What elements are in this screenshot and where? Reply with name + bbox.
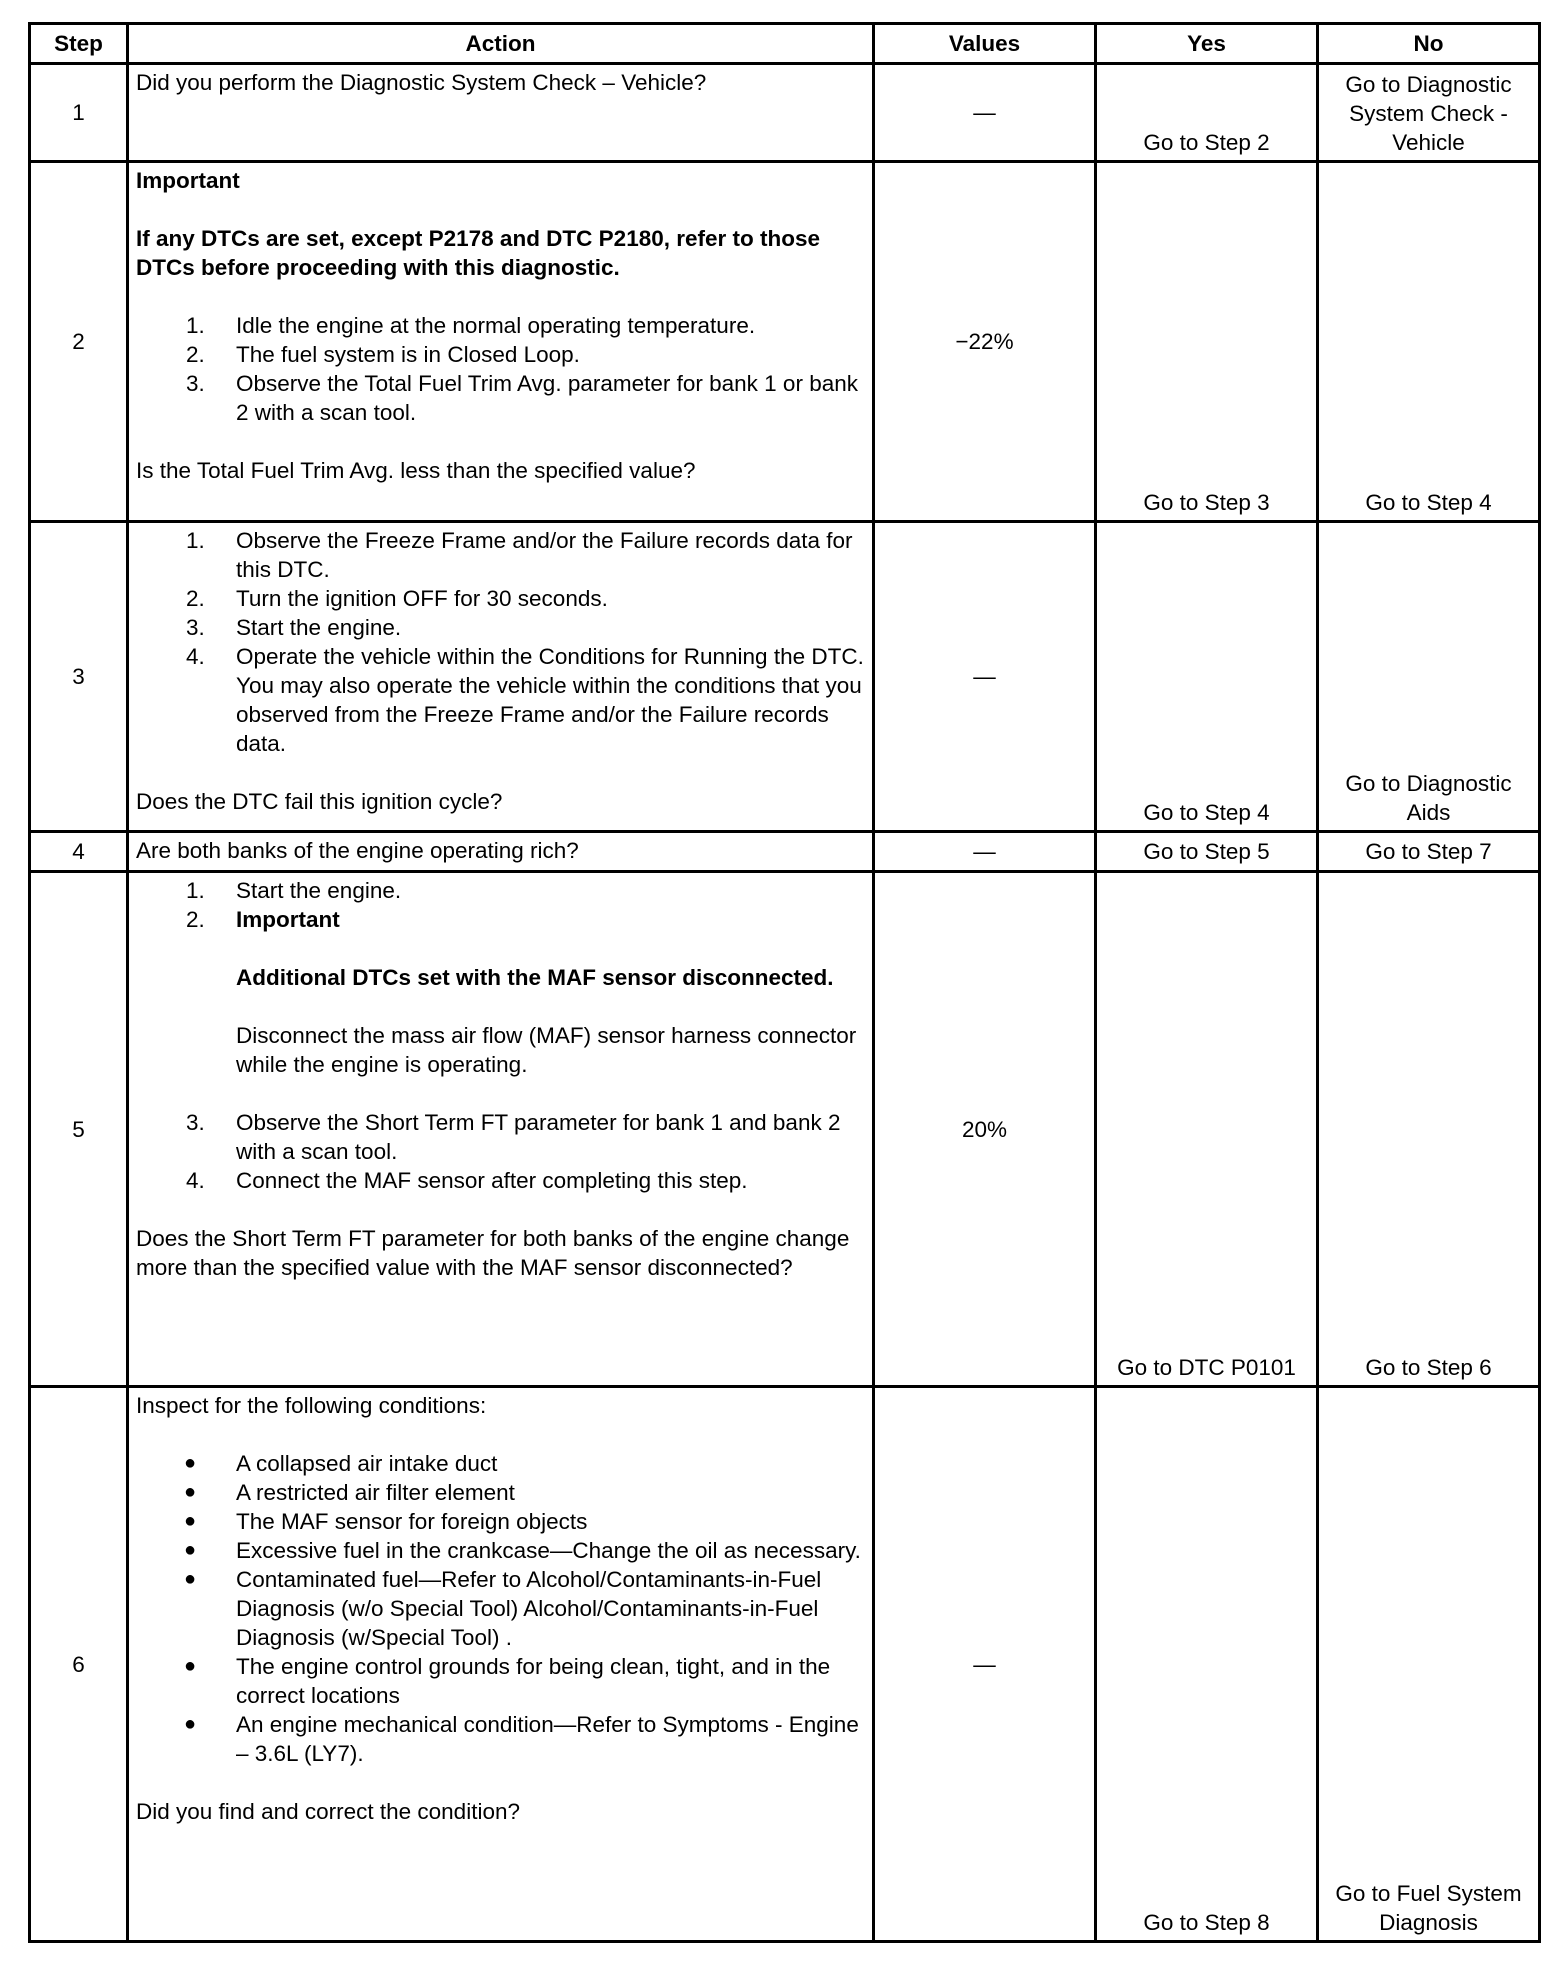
list-item: 2. Important Additional DTCs set with the MAF sensor disconnected. Disconnect the mass air flow (MAF) sensor harness connector while the engine is operating. bbox=[136, 905, 865, 1108]
yes-cell: Go to Step 2 bbox=[1096, 64, 1318, 162]
header-values: Values bbox=[874, 24, 1096, 64]
list-item: ● An engine mechanical condition—Refer to Symptoms - Engine – 3.6L (LY7). bbox=[184, 1712, 859, 1766]
no-cell: Go to Step 6 bbox=[1318, 872, 1540, 1387]
no-cell: Go to Diagnostic System Check - Vehicle bbox=[1318, 64, 1540, 162]
step-question: Does the Short Term FT parameter for both banks of the engine change more than the specified value with the MAF sensor disconnected? bbox=[136, 1226, 850, 1280]
step-number: 5 bbox=[30, 872, 128, 1387]
list-item: 1. Observe the Freeze Frame and/or the Failure records data for this DTC. bbox=[186, 528, 853, 582]
yes-cell: Go to Step 4 bbox=[1096, 522, 1318, 832]
table-row bbox=[30, 64, 1540, 162]
value-cell: −22% bbox=[874, 162, 1096, 522]
no-cell: Go to Step 7 bbox=[1318, 832, 1540, 872]
value-cell: — bbox=[874, 522, 1096, 832]
diagnostic-table bbox=[28, 22, 1541, 1943]
yes-cell: Go to DTC P0101 bbox=[1096, 872, 1318, 1387]
important-note: Additional DTCs set with the MAF sensor disconnected. bbox=[236, 965, 834, 990]
action-cell bbox=[128, 522, 874, 832]
inspect-intro: Inspect for the following conditions: bbox=[136, 1393, 487, 1418]
list-item: 4. Operate the vehicle within the Conditions for Running the DTC. You may also operate the vehicle within the conditions that you observed from the Freeze Frame and/or the Failure records data. bbox=[186, 644, 864, 756]
important-note: If any DTCs are set, except P2178 and DTC P2180, refer to those DTCs before proceeding with this diagnostic. bbox=[136, 226, 821, 280]
step-question: Are both banks of the engine operating rich? bbox=[136, 838, 579, 863]
value-cell: — bbox=[874, 832, 1096, 872]
yes-cell: Go to Step 5 bbox=[1096, 832, 1318, 872]
step-question: Does the DTC fail this ignition cycle? bbox=[136, 789, 503, 814]
header-row bbox=[30, 24, 1540, 64]
step-question: Did you perform the Diagnostic System Check – Vehicle? bbox=[136, 70, 707, 95]
list-item: ● Contaminated fuel—Refer to Alcohol/Contaminants-in-Fuel Diagnosis (w/o Special Tool) Alcohol/Contaminants-in-Fuel Diagnosis (w/Special Tool) . bbox=[184, 1567, 822, 1650]
value-cell: 20% bbox=[874, 872, 1096, 1387]
list-item: 1. Start the engine. bbox=[186, 878, 402, 903]
action-cell bbox=[128, 162, 874, 522]
list-item: 3. Start the engine. bbox=[186, 615, 402, 640]
action-cell bbox=[128, 872, 874, 1387]
table-row bbox=[30, 522, 1540, 832]
important-label: Important bbox=[236, 907, 340, 932]
step-number: 6 bbox=[30, 1387, 128, 1942]
no-cell: Go to Step 4 bbox=[1318, 162, 1540, 522]
yes-cell: Go to Step 8 bbox=[1096, 1387, 1318, 1942]
list-item: ● The engine control grounds for being clean, tight, and in the correct locations bbox=[184, 1654, 831, 1708]
no-cell: Go to Fuel System Diagnosis bbox=[1318, 1387, 1540, 1942]
procedure-list bbox=[136, 526, 865, 758]
table-row bbox=[30, 872, 1540, 1387]
no-cell: Go to Diagnostic Aids bbox=[1318, 522, 1540, 832]
list-item: ● Excessive fuel in the crankcase—Change the oil as necessary. bbox=[184, 1538, 861, 1563]
list-item: ● A collapsed air intake duct bbox=[184, 1451, 498, 1476]
step-question: Is the Total Fuel Trim Avg. less than the specified value? bbox=[136, 458, 696, 483]
conditions-list bbox=[136, 1449, 865, 1768]
value-cell: — bbox=[874, 64, 1096, 162]
list-item: 1. Idle the engine at the normal operating temperature. bbox=[186, 313, 756, 338]
important-label: Important bbox=[136, 168, 240, 193]
action-cell bbox=[128, 1387, 874, 1942]
list-item: 2. Turn the ignition OFF for 30 seconds. bbox=[186, 586, 608, 611]
step-number: 1 bbox=[30, 64, 128, 162]
step-number: 4 bbox=[30, 832, 128, 872]
procedure-list bbox=[136, 311, 865, 427]
yes-cell: Go to Step 3 bbox=[1096, 162, 1318, 522]
step-number: 3 bbox=[30, 522, 128, 832]
list-item: 3. Observe the Total Fuel Trim Avg. parameter for bank 1 or bank 2 with a scan tool. bbox=[186, 371, 858, 425]
header-yes: Yes bbox=[1096, 24, 1318, 64]
step-question: Did you find and correct the condition? bbox=[136, 1799, 520, 1824]
value-cell: — bbox=[874, 1387, 1096, 1942]
list-item: 4. Connect the MAF sensor after completing this step. bbox=[186, 1168, 748, 1193]
table-row bbox=[30, 162, 1540, 522]
header-action: Action bbox=[128, 24, 874, 64]
step-number: 2 bbox=[30, 162, 128, 522]
action-cell bbox=[128, 832, 874, 872]
list-item: 2. The fuel system is in Closed Loop. bbox=[186, 342, 580, 367]
action-cell bbox=[128, 64, 874, 162]
list-item: ● A restricted air filter element bbox=[184, 1480, 515, 1505]
table-row bbox=[30, 832, 1540, 872]
list-item: ● The MAF sensor for foreign objects bbox=[184, 1509, 588, 1534]
header-no: No bbox=[1318, 24, 1540, 64]
header-step: Step bbox=[30, 24, 128, 64]
list-item: 3. Observe the Short Term FT parameter for bank 1 and bank 2 with a scan tool. bbox=[186, 1110, 841, 1164]
procedure-list bbox=[136, 876, 865, 1195]
table-row bbox=[30, 1387, 1540, 1942]
